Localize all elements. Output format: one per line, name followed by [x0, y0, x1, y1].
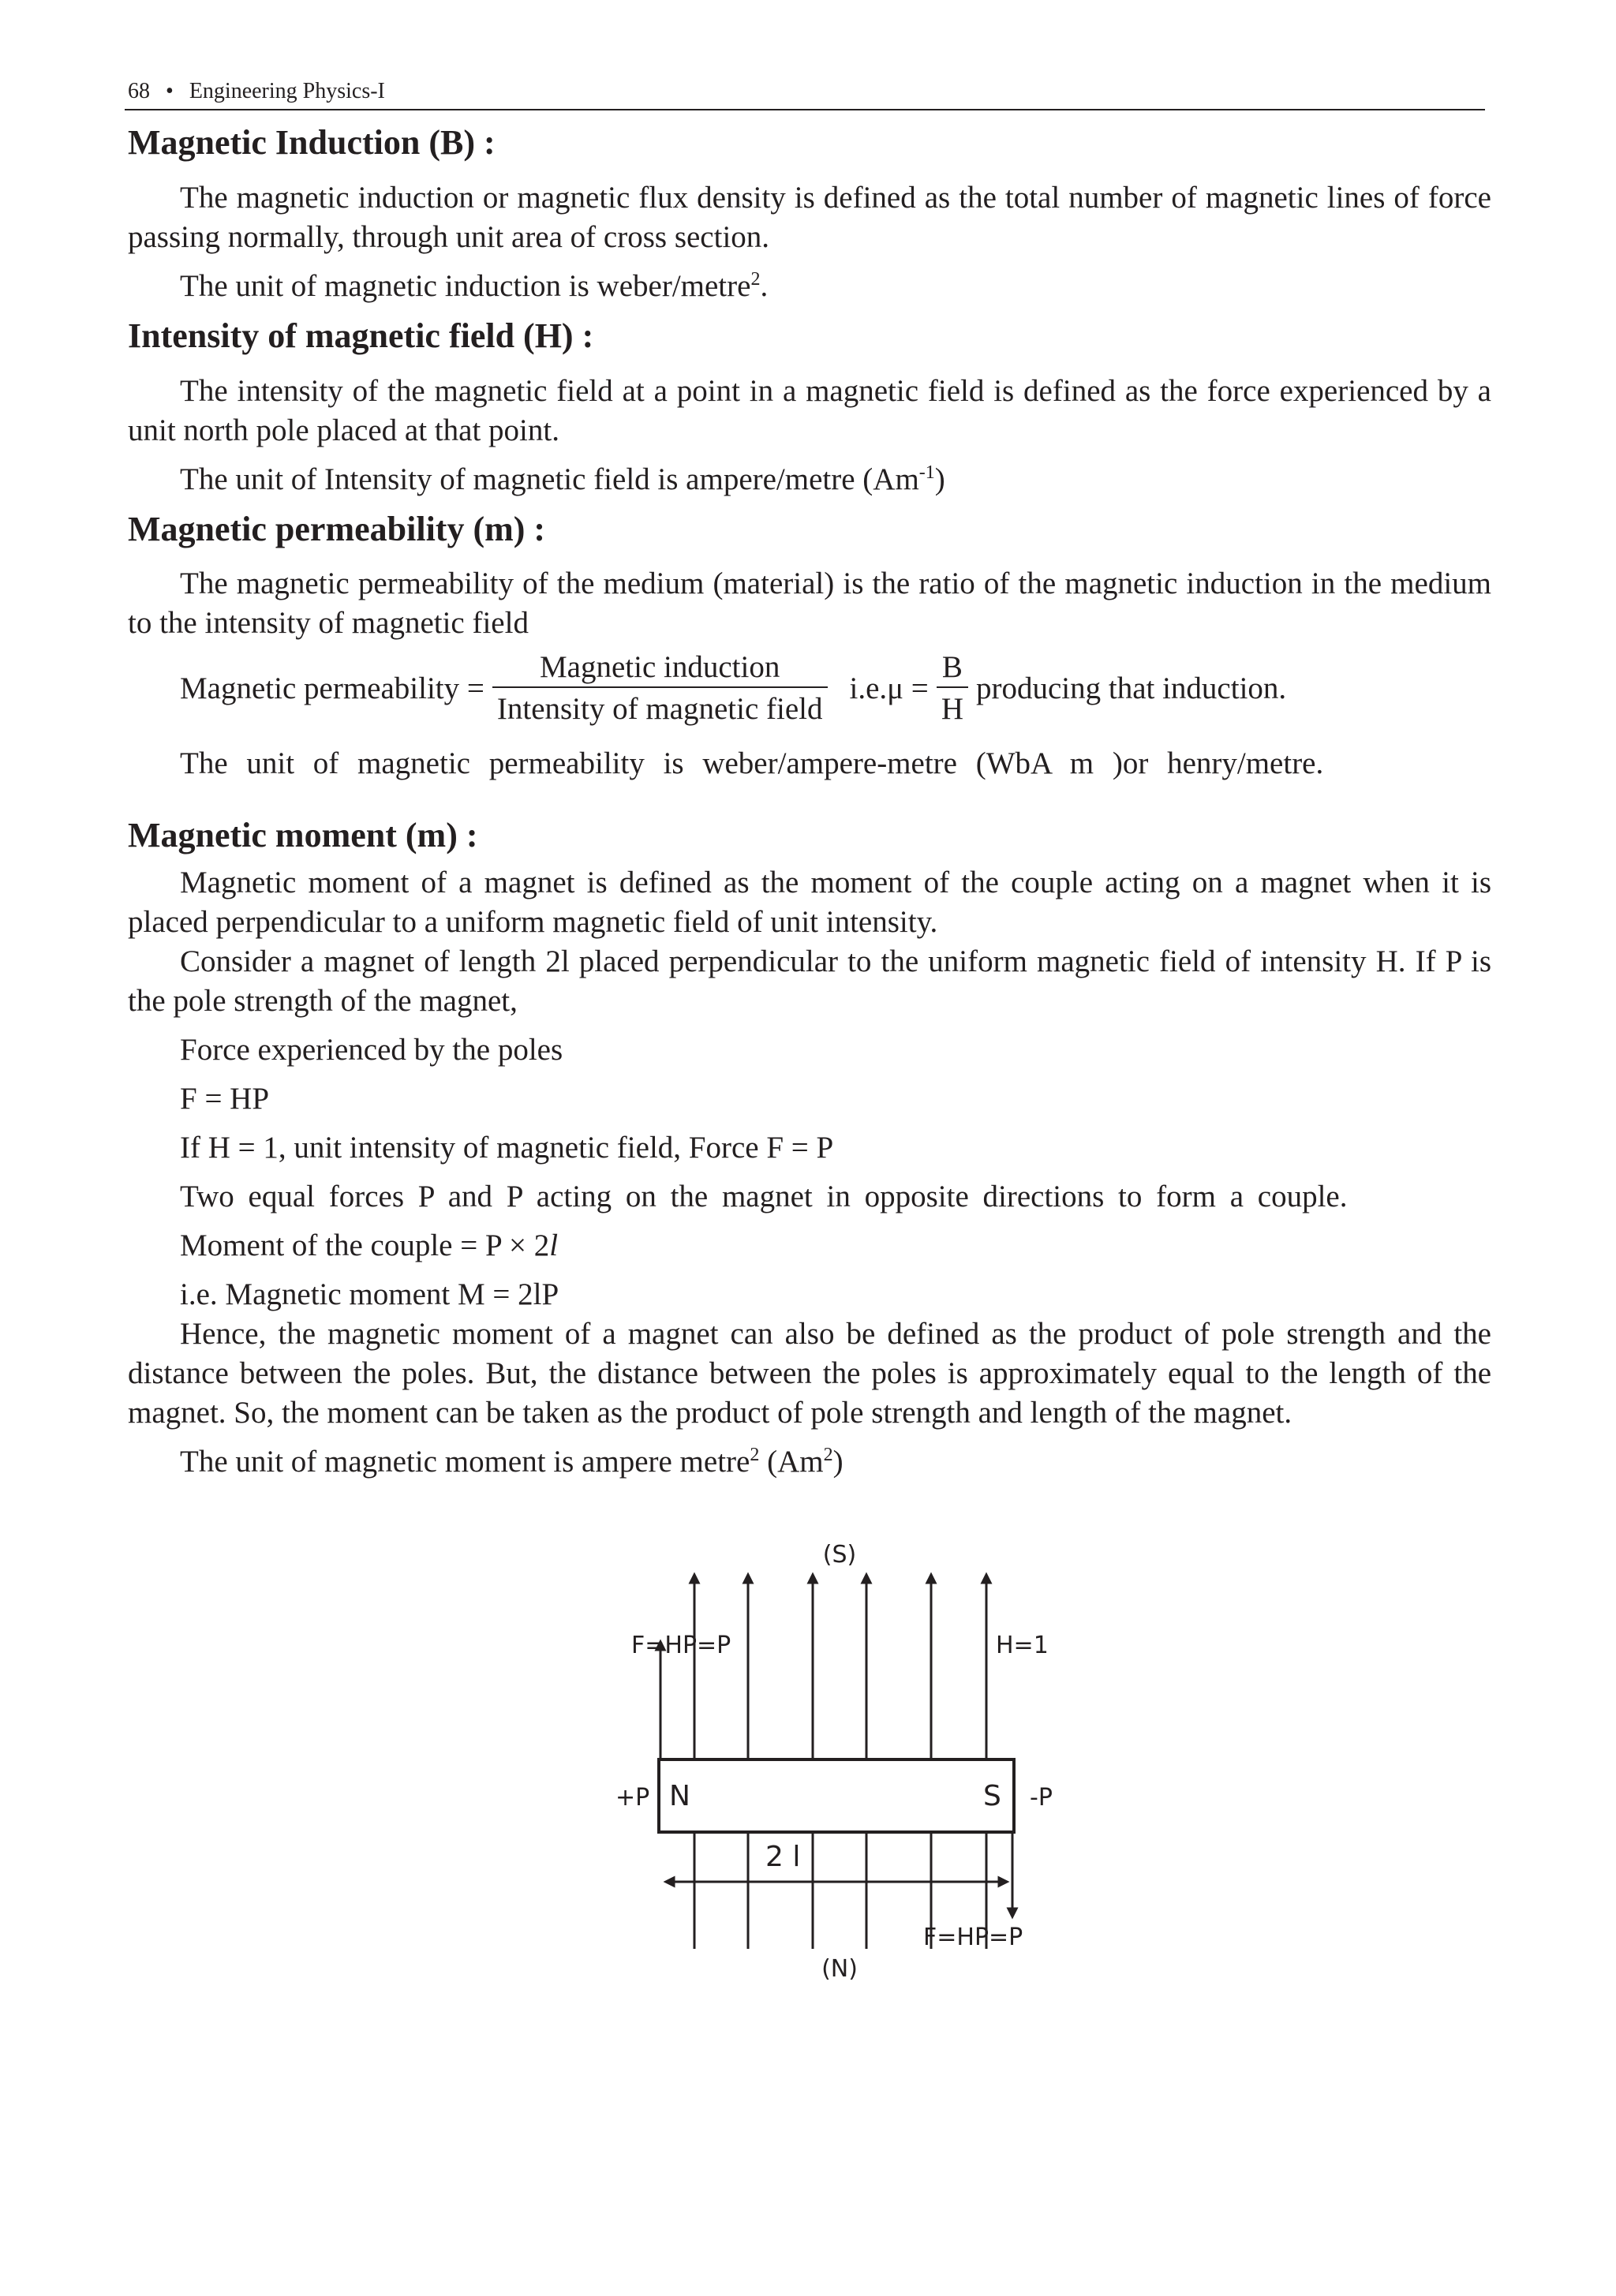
moment-line-couple: Two equal forces P and P acting on the magnet in opposite directions to form a couple.	[180, 1180, 1348, 1214]
page-number: 68	[128, 79, 150, 103]
label-north-field: (N)	[821, 1955, 858, 1983]
induction-unit: The unit of magnetic induction is weber/metre$^2$.	[180, 268, 769, 303]
fraction-denominator: Intensity of magnetic field	[492, 686, 828, 727]
label-plus-p: +P	[615, 1784, 650, 1812]
induction-definition: The magnetic induction or magnetic flux density is defined as the total number of magnetic lines of force passing normally, through unit area of cross section.	[128, 180, 1491, 254]
intensity-unit: The unit of Intensity of magnetic field is ampere/metre $(Am^{-1})$	[180, 462, 945, 496]
moment-unit: The unit of magnetic moment is ampere metre$^2$ (Am$^2$)	[180, 1445, 844, 1479]
formula-lhs: Magnetic permeability =	[180, 671, 484, 705]
permeability-definition: The magnetic permeability of the medium (material) is the ratio of the magnetic induction in the medium to the intensity of magnetic field	[128, 567, 1491, 641]
fraction-h: H	[937, 686, 968, 727]
running-head	[128, 79, 385, 104]
separator-dot: •	[166, 79, 174, 103]
label-pole-s: S	[983, 1780, 1001, 1812]
moment-line-force: Force experienced by the poles	[180, 1033, 563, 1068]
book-title: Engineering Physics-I	[189, 79, 385, 103]
fraction-b-over-h	[937, 649, 968, 727]
moment-definition: Magnetic moment of a magnet is defined as the moment of the couple acting on a magnet when it is placed perpendicular to a uniform magnetic field of unit intensity.	[128, 866, 1491, 940]
permeability-unit: The unit of magnetic permeability is weber/ampere-metre (WbA m )or henry/metre.	[180, 746, 1324, 781]
heading-permeability: Magnetic permeability (m) :	[128, 509, 546, 548]
intensity-definition: The intensity of the magnetic field at a point in a magnetic field is defined as the force experienced by a unit north pole placed at that point.	[128, 373, 1491, 447]
label-force-top: F=HP=P	[631, 1632, 731, 1659]
magnet-diagram	[600, 1531, 1073, 1988]
moment-line-f-hp: F = HP	[180, 1082, 270, 1116]
bar-magnet	[659, 1759, 1014, 1832]
fraction-b: B	[941, 650, 963, 685]
label-south-field: (S)	[822, 1541, 857, 1569]
label-force-bottom: F=HP=P	[923, 1924, 1023, 1951]
formula-tail: producing that induction.	[975, 671, 1287, 705]
content	[128, 114, 1491, 1491]
label-length-2l: 2 l	[765, 1841, 801, 1873]
permeability-formula	[128, 649, 1491, 727]
label-minus-p: -P	[1030, 1784, 1053, 1812]
heading-field-intensity: Intensity of magnetic field (H) :	[128, 316, 594, 355]
formula-ie: i.e.μ =	[849, 671, 929, 705]
magnet-couple-figure	[600, 1531, 1073, 1988]
moment-line-h1: If H = 1, unit intensity of magnetic field, Force F = P	[180, 1131, 834, 1165]
moment-consider: Consider a magnet of length 2l placed perpendicular to the uniform magnetic field of intensity H. If P is the pole strength of the magnet,	[128, 944, 1491, 1019]
heading-magnetic-moment: Magnetic moment (m) :	[128, 816, 478, 855]
moment-hence: Hence, the magnetic moment of a magnet can also be defined as the product of pole strength and the distance between the poles. But, the distance between the poles is approximately equal to the length of the magnet. So, the moment can be taken as the product of pole strength and length of the magnet.	[128, 1317, 1491, 1430]
moment-line-moment: Moment of the couple = P × 2l	[180, 1228, 559, 1263]
heading-magnetic-induction: Magnetic Induction (B) :	[128, 123, 496, 162]
moment-line-m2lp: i.e. Magnetic moment M = 2lP	[180, 1277, 559, 1312]
label-field-h1: H=1	[996, 1632, 1049, 1659]
fraction-numerator: Magnetic induction	[540, 650, 780, 685]
fraction-induction-over-intensity	[492, 649, 828, 727]
header-rule	[125, 109, 1485, 110]
label-pole-n: N	[669, 1780, 690, 1812]
